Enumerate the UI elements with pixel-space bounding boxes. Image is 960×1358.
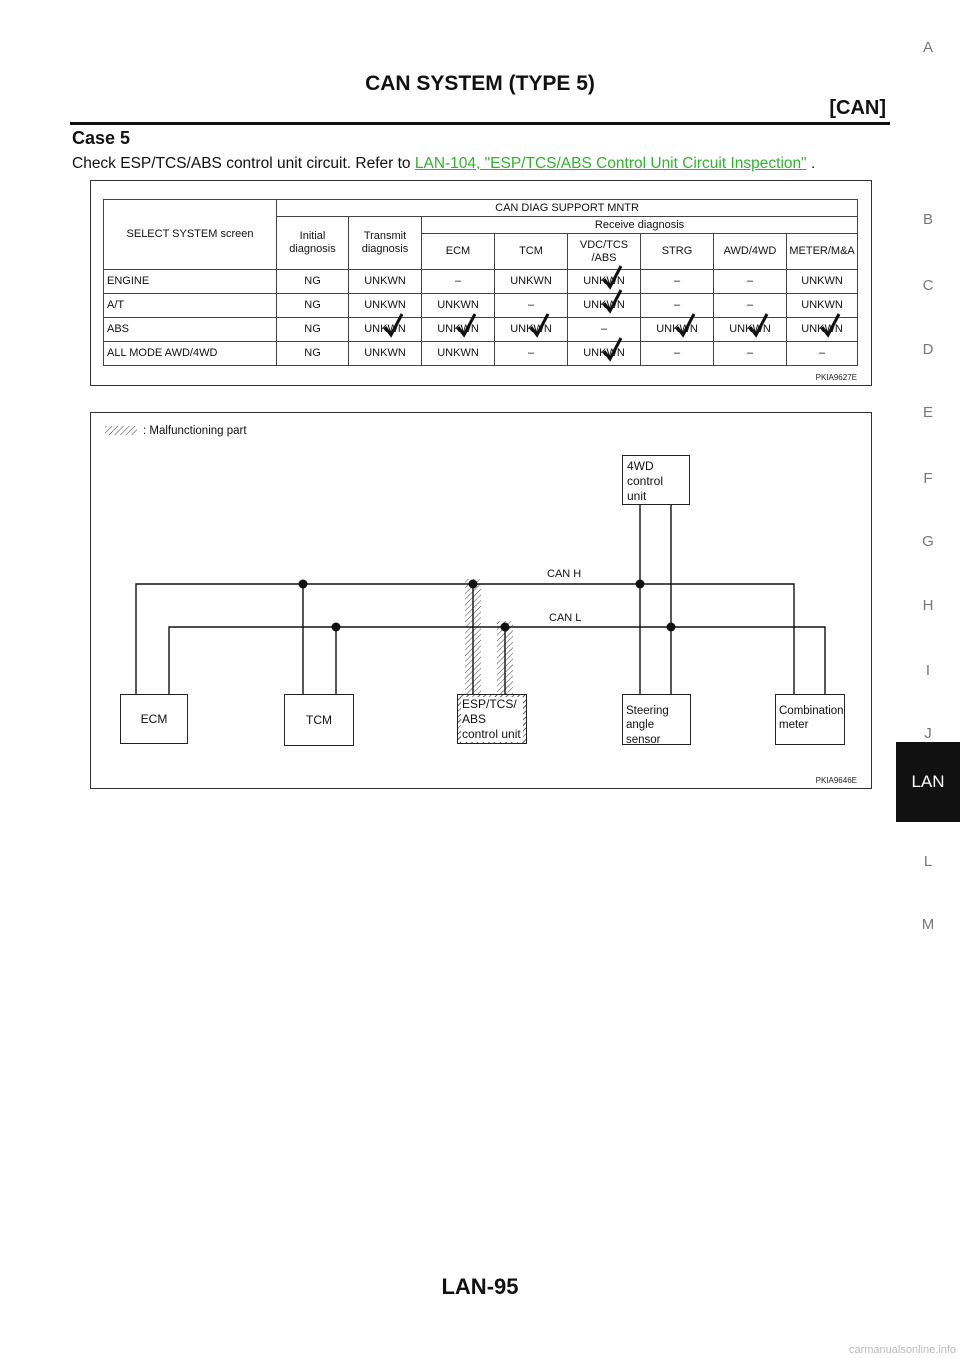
legend-label: : Malfunctioning part	[143, 425, 247, 437]
ecm-unit: ECM	[120, 694, 188, 744]
cell-checked	[787, 318, 858, 342]
row-system: ABS	[104, 318, 277, 342]
cell: UNKWN	[787, 270, 858, 294]
case-title: Case 5	[72, 128, 131, 148]
col-tcm: TCM	[495, 234, 568, 270]
header-initial-diagnosis: Initial diagnosis	[277, 217, 349, 270]
cell: UNKWN	[787, 294, 858, 318]
figure-code: PKIA9627E	[815, 373, 857, 382]
junction-dot	[501, 623, 510, 632]
tcm-unit: TCM	[284, 694, 354, 746]
cell: –	[422, 270, 495, 294]
cell: –	[568, 318, 641, 342]
header-support-monitor: CAN DIAG SUPPORT MNTR	[277, 200, 858, 217]
index-letter-a[interactable]: A	[922, 39, 933, 56]
cell: UNKWN	[422, 294, 495, 318]
header-select-system: SELECT SYSTEM screen	[104, 200, 277, 270]
table-row	[104, 294, 858, 318]
cell: –	[714, 270, 787, 294]
cell: –	[495, 294, 568, 318]
check-mark-icon	[383, 315, 403, 339]
junction-dot	[667, 623, 676, 632]
cell-checked	[422, 318, 495, 342]
col-meter: METER/M&A	[787, 234, 858, 270]
index-letter-m[interactable]: M	[921, 916, 935, 933]
table-row	[104, 270, 858, 294]
cell: NG	[277, 318, 349, 342]
index-letter-g[interactable]: G	[922, 533, 934, 550]
header-receive-diagnosis: Receive diagnosis	[422, 217, 858, 234]
row-system: A/T	[104, 294, 277, 318]
col-awd: AWD/4WD	[714, 234, 787, 270]
watermark: carmanualsonline.info	[848, 1344, 956, 1356]
cell: UNKWN	[437, 323, 479, 336]
steering-angle-sensor: Steering angle sensor	[622, 694, 691, 745]
cell: –	[787, 342, 858, 366]
cell-checked	[568, 342, 641, 366]
inspection-link[interactable]: LAN-104, "ESP/TCS/ABS Control Unit Circuit Inspection"	[414, 155, 807, 172]
esp-unit-label: ESP/TCS/ ABS control unit	[461, 697, 523, 742]
check-mark-icon	[748, 315, 768, 339]
cell: –	[641, 294, 714, 318]
check-mark-icon	[675, 315, 695, 339]
cell: UNKWN	[583, 347, 625, 360]
legend-hatch-icon	[105, 426, 137, 435]
index-letter-f[interactable]: F	[923, 470, 933, 487]
check-mark-icon	[602, 267, 622, 291]
check-mark-icon	[602, 291, 622, 315]
cell-checked	[349, 318, 422, 342]
cell: UNKWN	[801, 323, 843, 336]
row-system: ENGINE	[104, 270, 277, 294]
cell: UNKWN	[364, 323, 406, 336]
check-mark-icon	[602, 339, 622, 363]
cell-checked	[568, 294, 641, 318]
can-h-label: CAN H	[547, 568, 582, 580]
cell-checked	[495, 318, 568, 342]
cell: NG	[277, 294, 349, 318]
junction-dot	[332, 623, 341, 632]
index-letter-b[interactable]: B	[922, 211, 933, 228]
can-l-label: CAN L	[549, 612, 582, 624]
check-mark-icon	[529, 315, 549, 339]
junction-dot	[299, 580, 308, 589]
section-subtitle: [CAN]	[829, 97, 886, 119]
cell-checked	[641, 318, 714, 342]
header-rule	[70, 122, 890, 125]
cell-checked	[568, 270, 641, 294]
cell: UNKWN	[583, 275, 625, 288]
cell: UNKWN	[729, 323, 771, 336]
cell-checked	[714, 318, 787, 342]
index-letter-i[interactable]: I	[925, 662, 931, 679]
col-ecm: ECM	[422, 234, 495, 270]
figure-code: PKIA9646E	[815, 776, 857, 785]
junction-dot	[469, 580, 478, 589]
awd-control-unit: 4WD control unit	[622, 455, 690, 505]
cell: UNKWN	[349, 270, 422, 294]
junction-dot	[636, 580, 645, 589]
cell: UNKWN	[583, 299, 625, 312]
row-system: ALL MODE AWD/4WD	[104, 342, 277, 366]
header-transmit-diagnosis: Transmit diagnosis	[349, 217, 422, 270]
case-text-end: .	[806, 155, 816, 172]
cell: UNKWN	[349, 294, 422, 318]
esp-control-unit	[457, 694, 527, 744]
cell: UNKWN	[349, 342, 422, 366]
diagnosis-table-figure	[90, 180, 872, 386]
can-wiring-figure	[90, 412, 872, 789]
check-mark-icon	[456, 315, 476, 339]
index-letter-h[interactable]: H	[922, 597, 934, 614]
table-row	[104, 342, 858, 366]
section-title: CAN SYSTEM (TYPE 5)	[365, 72, 595, 95]
can-diag-table	[103, 199, 858, 366]
index-tab-lan[interactable]: LAN	[896, 742, 960, 822]
index-letter-c[interactable]: C	[922, 277, 934, 294]
check-mark-icon	[820, 315, 840, 339]
cell: NG	[277, 342, 349, 366]
cell: –	[714, 294, 787, 318]
col-vdc: VDC/TCS /ABS	[568, 234, 641, 270]
cell: –	[495, 342, 568, 366]
index-letter-e[interactable]: E	[922, 404, 933, 421]
index-letter-d[interactable]: D	[922, 341, 934, 358]
cell: UNKWN	[495, 270, 568, 294]
cell: NG	[277, 270, 349, 294]
cell: –	[641, 342, 714, 366]
index-letter-l[interactable]: L	[923, 853, 933, 870]
case-text: Check ESP/TCS/ABS control unit circuit. Refer to	[72, 155, 415, 172]
cell: UNKWN	[510, 323, 552, 336]
cell: –	[714, 342, 787, 366]
combination-meter: Combination meter	[775, 694, 845, 745]
cell: UNKWN	[656, 323, 698, 336]
cell: UNKWN	[422, 342, 495, 366]
col-strg: STRG	[641, 234, 714, 270]
index-letter-j[interactable]: J	[924, 725, 932, 742]
page-number: LAN-95	[441, 1274, 519, 1299]
cell: –	[641, 270, 714, 294]
case-instruction	[72, 155, 815, 173]
table-row	[104, 318, 858, 342]
